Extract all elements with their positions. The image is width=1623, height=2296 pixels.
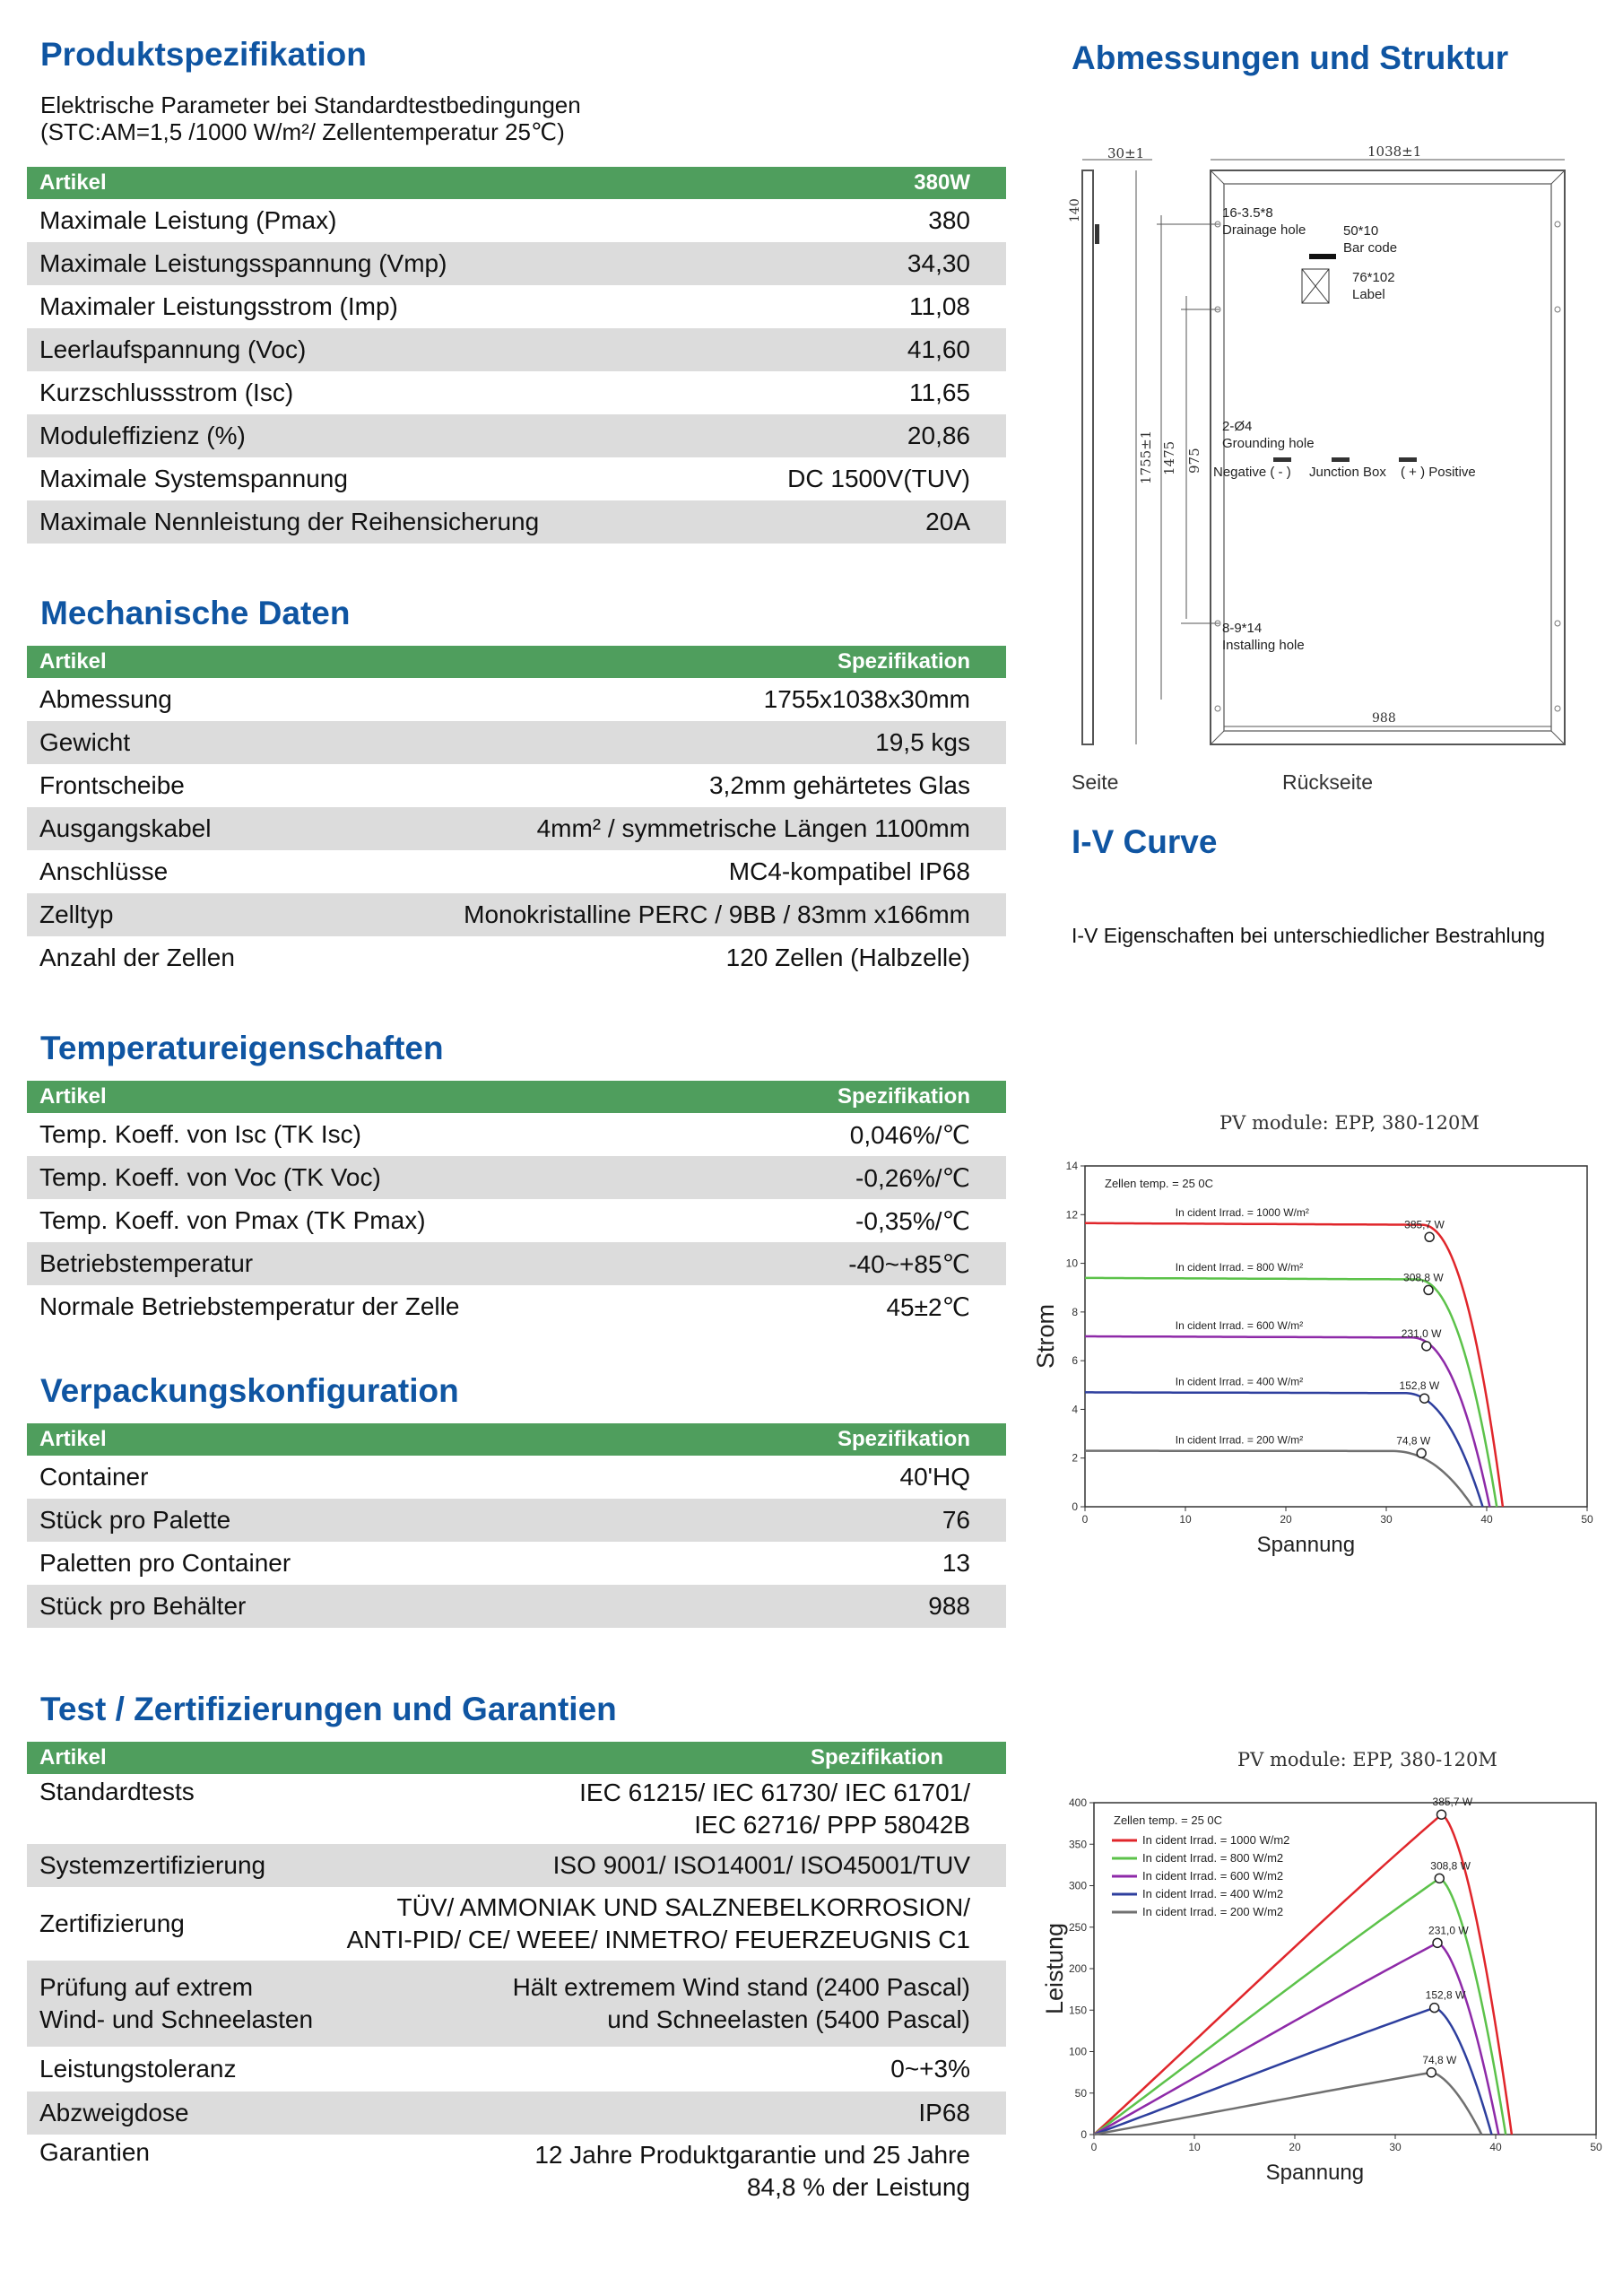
junction-box — [1332, 457, 1350, 462]
row-value: 19,5 kgs — [306, 721, 1006, 764]
row-label: Maximale Leistungsspannung (Vmp) — [27, 242, 707, 285]
x-tick-label: 0 — [1081, 1513, 1089, 1526]
mpp-point — [1430, 2004, 1439, 2013]
back-view-frame — [1211, 170, 1565, 744]
row-value: 4mm² / symmetrische Längen 1100mm — [306, 807, 1006, 850]
table-row — [27, 2092, 1006, 2135]
mpp-label: 152,8 W — [1425, 1988, 1466, 2002]
grounding-size: 2-Ø4 — [1222, 419, 1253, 434]
row-value-line: ISO 9001/ ISO14001/ ISO45001/TUV — [552, 1851, 970, 1879]
row-value: 3,2mm gehärtetes Glas — [708, 771, 970, 799]
dim-height: 1755±1 — [1138, 430, 1154, 484]
series-label: In cident Irrad. = 200 W/m² — [1175, 1433, 1304, 1447]
table-row — [27, 1961, 1006, 2047]
x-tick-label: 20 — [1289, 2141, 1301, 2153]
table-header — [27, 646, 1006, 678]
x-tick-label: 20 — [1280, 1513, 1292, 1526]
table-row — [27, 457, 1006, 500]
row-value: 988 — [619, 1585, 1006, 1628]
mpp-point — [1425, 1232, 1434, 1241]
table-row — [27, 1542, 1006, 1585]
produkt-subtitle — [40, 91, 581, 145]
y-tick-label: 10 — [1065, 1257, 1078, 1270]
row-label: Paletten pro Container — [39, 1549, 291, 1577]
y-axis-label: Strom — [1032, 1303, 1059, 1370]
row-label-line: Abzweigdose — [39, 2099, 189, 2126]
row-label — [27, 1774, 328, 1844]
dimension-drawing — [1068, 135, 1583, 798]
row-value — [328, 1887, 1006, 1961]
barcode-mark — [1309, 254, 1336, 259]
legend-entry: In cident Irrad. = 800 W/m2 — [1142, 1851, 1284, 1865]
y-tick-label: 0 — [1072, 1500, 1078, 1513]
row-value: 380 — [928, 206, 970, 234]
x-tick-label: 10 — [1188, 2141, 1201, 2153]
row-label: Leerlaufspannung (Voc) — [27, 328, 707, 371]
row-value — [328, 2047, 1006, 2092]
table-row — [27, 199, 1006, 242]
y-tick-label: 14 — [1065, 1160, 1078, 1172]
table-row — [27, 1242, 1006, 1285]
row-value — [328, 1774, 1006, 1844]
row-label — [27, 2135, 328, 2208]
table-row — [27, 328, 1006, 371]
label-size: 76*102 — [1352, 270, 1395, 285]
table-row — [27, 500, 1006, 544]
row-label: Normale Betriebstemperatur der Zelle — [39, 1292, 460, 1320]
row-value: 11,65 — [909, 378, 970, 406]
legend-entry: In cident Irrad. = 1000 W/m2 — [1142, 1833, 1290, 1847]
row-label: Ausgangskabel — [27, 807, 306, 850]
row-value: 20,86 — [707, 414, 1006, 457]
row-label: Temp. Koeff. von Pmax (TK Pmax) — [39, 1206, 426, 1234]
junction-text: Junction Box — [1309, 465, 1386, 480]
row-label — [27, 1887, 328, 1961]
mpp-point — [1437, 1810, 1446, 1819]
header-cell: Spezifikation — [306, 646, 1006, 678]
mpp-point — [1417, 1448, 1426, 1457]
table-header — [27, 1742, 1006, 1774]
top-corner-r — [1551, 170, 1565, 184]
temperatur-table — [27, 1081, 1006, 1328]
table-row — [27, 1844, 1006, 1887]
row-label: Temp. Koeff. von Voc (TK Voc) — [27, 1156, 723, 1199]
y-tick-label: 6 — [1072, 1354, 1078, 1368]
row-value-line: Hält extremem Wind stand (2400 Pascal) — [512, 1973, 970, 2001]
row-value: 45±2℃ — [886, 1292, 970, 1321]
y-tick-label: 400 — [1068, 1796, 1087, 1809]
row-label: Kurzschlussstrom (Isc) — [39, 378, 294, 406]
table-row — [27, 1585, 1006, 1628]
row-value: 20A — [707, 500, 1006, 544]
row-value: Monokristalline PERC / 9BB / 83mm x166mm — [306, 893, 1006, 936]
row-value: -0,26%/℃ — [723, 1156, 1006, 1199]
series-label: In cident Irrad. = 400 W/m² — [1175, 1375, 1304, 1388]
dim-side: 30±1 — [1107, 145, 1145, 161]
grounding-text: Grounding hole — [1222, 436, 1315, 451]
bot-corner-l — [1211, 731, 1224, 744]
x-tick-label: 30 — [1389, 2141, 1402, 2153]
row-value-line: IP68 — [918, 2099, 970, 2126]
row-label: Maximale Leistung (Pmax) — [39, 206, 337, 234]
y-tick-label: 350 — [1068, 1838, 1087, 1851]
row-label-line: Garantien — [39, 2138, 150, 2166]
mpp-label: 231,0 W — [1401, 1326, 1442, 1340]
row-value: 34,30 — [707, 242, 1006, 285]
header-cell: Spezifikation — [619, 1423, 1006, 1456]
row-label: Betriebstemperatur — [27, 1242, 723, 1285]
verpackung-title: Verpackungskonfiguration — [40, 1372, 459, 1409]
x-tick-label: 30 — [1380, 1513, 1393, 1526]
legend-entry: In cident Irrad. = 200 W/m2 — [1142, 1905, 1284, 1918]
header-cell: Artikel — [27, 167, 707, 199]
negative-conn — [1273, 457, 1291, 462]
top-corner-l — [1211, 170, 1224, 184]
positive-text: ( + ) Positive — [1401, 465, 1476, 480]
row-label: Maximale Systemspannung — [39, 465, 348, 492]
table-row — [27, 721, 1006, 764]
row-value: 13 — [942, 1549, 970, 1577]
header-cell: Spezifikation — [723, 1081, 1006, 1113]
side-view-frame — [1082, 170, 1093, 744]
header-cell: 380W — [707, 167, 1006, 199]
table-row — [27, 1199, 1006, 1242]
table-header — [27, 1081, 1006, 1113]
chart-annotation: Zellen temp. = 25 0C — [1105, 1177, 1214, 1190]
header-cell: Artikel — [27, 646, 306, 678]
mpp-point — [1435, 1874, 1444, 1883]
mpp-point — [1422, 1342, 1431, 1351]
row-label-line: Wind- und Schneelasten — [39, 2005, 314, 2033]
row-label: Stück pro Behälter — [27, 1585, 619, 1628]
y-tick-label: 8 — [1072, 1305, 1078, 1318]
mpp-point — [1433, 1938, 1442, 1947]
table-row — [27, 807, 1006, 850]
table-row — [27, 285, 1006, 328]
x-tick-label: 40 — [1480, 1513, 1493, 1526]
y-tick-label: 0 — [1081, 2128, 1087, 2141]
table-row — [27, 1156, 1006, 1199]
row-label: Gewicht — [27, 721, 306, 764]
table-row — [27, 850, 1006, 893]
header-cell: Artikel — [27, 1081, 723, 1113]
table-row — [27, 893, 1006, 936]
hole — [1215, 706, 1220, 711]
y-axis-label: Leistung — [1041, 1922, 1068, 2015]
row-value — [328, 2135, 1006, 2208]
row-value: 120 Zellen (Halbzelle) — [725, 944, 970, 971]
x-axis-label: Spannung — [1265, 2161, 1365, 2185]
produkt-subtitle-line2: (STC:AM=1,5 /1000 W/m²/ Zellentemperatur 25℃) — [40, 118, 565, 145]
x-tick-label: 10 — [1179, 1513, 1192, 1526]
row-label-line: Zertifizierung — [39, 1909, 185, 1937]
row-value: -40~+85℃ — [723, 1242, 1006, 1285]
mpp-label: 385,7 W — [1404, 1218, 1445, 1231]
label-text: Label — [1352, 287, 1385, 302]
negative-text: Negative ( - ) — [1213, 465, 1291, 480]
row-label: Abmessung — [39, 685, 172, 713]
mpp-label: 152,8 W — [1399, 1379, 1440, 1393]
table-row — [27, 1774, 1006, 1844]
row-value: 1755x1038x30mm — [763, 685, 970, 713]
dim-988: 988 — [1372, 711, 1396, 726]
barcode-size: 50*10 — [1343, 223, 1379, 239]
y-tick-label: 12 — [1065, 1208, 1078, 1222]
table-row — [27, 1887, 1006, 1961]
legend-entry: In cident Irrad. = 400 W/m2 — [1142, 1887, 1284, 1900]
mechanisch-title: Mechanische Daten — [40, 595, 351, 631]
chart1-title: PV module: EPP, 380-120M — [1219, 1112, 1480, 1134]
temperatur-title: Temperatureigenschaften — [40, 1030, 444, 1066]
y-tick-label: 100 — [1068, 2045, 1087, 2058]
dim-width: 1038±1 — [1367, 144, 1422, 160]
row-value: 40'HQ — [899, 1463, 970, 1491]
x-tick-label: 0 — [1090, 2141, 1098, 2153]
dim-975: 975 — [1186, 448, 1202, 474]
row-label: Moduleffizienz (%) — [27, 414, 707, 457]
hole — [1555, 307, 1560, 312]
mpp-label: 385,7 W — [1432, 1796, 1473, 1809]
header-cell: Artikel — [27, 1423, 619, 1456]
iv-subtitle: I-V Eigenschaften bei unterschiedlicher Bestrahlung — [1072, 924, 1546, 947]
mpp-label: 74,8 W — [1396, 1434, 1431, 1448]
row-label: Stück pro Palette — [27, 1499, 619, 1542]
pv-chart — [1041, 1789, 1605, 2215]
row-label: Maximale Nennleistung der Reihensicherung — [27, 500, 707, 544]
test-title: Test / Zertifizierungen und Garantien — [40, 1691, 617, 1727]
row-value: -0,35%/℃ — [855, 1206, 970, 1235]
hole — [1555, 222, 1560, 227]
row-value: MC4-kompatibel IP68 — [728, 857, 970, 885]
drainage-size: 16-3.5*8 — [1222, 205, 1273, 221]
barcode-text: Bar code — [1343, 240, 1398, 256]
row-value: DC 1500V(TUV) — [787, 465, 970, 492]
table-row — [27, 414, 1006, 457]
y-tick-label: 2 — [1072, 1451, 1078, 1465]
row-label — [27, 2092, 328, 2135]
row-label-line: Leistungstoleranz — [39, 2055, 237, 2083]
row-label — [27, 2047, 328, 2092]
y-tick-label: 200 — [1068, 1962, 1087, 1975]
abmessungen-title: Abmessungen und Struktur — [1072, 39, 1509, 76]
row-value: 11,08 — [909, 292, 970, 320]
mpp-point — [1420, 1394, 1429, 1403]
table-header — [27, 167, 1006, 199]
row-value-line: 84,8 % der Leistung — [746, 2173, 970, 2201]
mechanisch-table — [27, 646, 1006, 979]
row-label — [27, 1961, 328, 2047]
row-label: Zelltyp — [27, 893, 306, 936]
row-value — [328, 2092, 1006, 2135]
row-value — [328, 1844, 1006, 1887]
table-row — [27, 1113, 1006, 1156]
chart2-title: PV module: EPP, 380-120M — [1237, 1749, 1497, 1770]
header-cell: Artikel — [27, 1742, 328, 1774]
table-row — [27, 2135, 1006, 2208]
table-row — [27, 1499, 1006, 1542]
legend-entry: In cident Irrad. = 600 W/m2 — [1142, 1869, 1284, 1883]
row-value-line: 12 Jahre Produktgarantie und 25 Jahre — [534, 2141, 970, 2169]
test-table — [27, 1742, 1006, 2208]
y-tick-label: 50 — [1074, 2086, 1087, 2100]
x-axis-label: Spannung — [1256, 1533, 1356, 1557]
hole — [1555, 706, 1560, 711]
rueckseite-label: Rückseite — [1282, 770, 1373, 794]
header-cell: Spezifikation — [328, 1742, 1006, 1774]
table-header — [27, 1423, 1006, 1456]
y-tick-label: 150 — [1068, 2004, 1087, 2017]
y-tick-label: 250 — [1068, 1920, 1087, 1934]
series-label: In cident Irrad. = 600 W/m² — [1175, 1319, 1304, 1332]
seite-label: Seite — [1072, 770, 1119, 794]
row-value — [328, 1961, 1006, 2047]
iv-title: I-V Curve — [1072, 823, 1218, 860]
table-row — [27, 678, 1006, 721]
row-value-line: TÜV/ AMMONIAK UND SALZNEBELKORROSION/ — [396, 1893, 970, 1921]
row-label — [27, 1844, 328, 1887]
row-label: Container — [39, 1463, 149, 1491]
side-bracket — [1095, 224, 1099, 244]
drainage-text: Drainage hole — [1222, 222, 1306, 238]
y-tick-label: 300 — [1068, 1879, 1087, 1892]
dim-1475: 1475 — [1161, 440, 1177, 475]
table-row — [27, 1456, 1006, 1499]
dim-140: 140 — [1068, 198, 1082, 222]
row-value-line: ANTI-PID/ CE/ WEEE/ INMETRO/ FEUERZEUGNIS C1 — [346, 1926, 970, 1953]
row-label: Temp. Koeff. von Isc (TK Isc) — [39, 1120, 361, 1148]
produkt-subtitle-line1: Elektrische Parameter bei Standardtestbedingungen — [40, 91, 581, 118]
row-label-line: Systemzertifizierung — [39, 1851, 266, 1879]
row-label: Maximaler Leistungsstrom (Imp) — [39, 292, 398, 320]
table-row — [27, 936, 1006, 979]
mpp-label: 308,8 W — [1403, 1271, 1444, 1284]
produkt-title: Produktspezifikation — [40, 36, 367, 73]
produkt-table — [27, 167, 1006, 544]
series-label: In cident Irrad. = 1000 W/m² — [1175, 1205, 1309, 1219]
row-value: 41,60 — [707, 328, 1006, 371]
x-tick-label: 50 — [1590, 2141, 1602, 2153]
table-row — [27, 1285, 1006, 1328]
series-label: In cident Irrad. = 800 W/m² — [1175, 1260, 1304, 1274]
table-row — [27, 242, 1006, 285]
row-value-line: IEC 61215/ IEC 61730/ IEC 61701/ — [579, 1779, 970, 1806]
mpp-label: 74,8 W — [1422, 2053, 1457, 2066]
hole — [1555, 621, 1560, 626]
bot-corner-r — [1551, 731, 1565, 744]
positive-conn — [1399, 457, 1417, 462]
table-row — [27, 2047, 1006, 2092]
row-value-line: und Schneelasten (5400 Pascal) — [607, 2005, 970, 2033]
x-tick-label: 40 — [1489, 2141, 1502, 2153]
y-tick-label: 4 — [1072, 1403, 1078, 1416]
row-value-line: 0~+3% — [890, 2055, 970, 2083]
mpp-point — [1424, 1285, 1433, 1294]
row-label-line: Prüfung auf extrem — [39, 1973, 254, 2001]
table-row — [27, 764, 1006, 807]
mpp-point — [1427, 2068, 1436, 2077]
chart-annotation: Zellen temp. = 25 0C — [1114, 1813, 1223, 1827]
row-value: 0,046%/℃ — [849, 1120, 970, 1149]
row-value: 76 — [619, 1499, 1006, 1542]
row-label: Frontscheibe — [39, 771, 185, 799]
iv-chart — [1032, 1152, 1605, 1565]
x-tick-label: 50 — [1581, 1513, 1593, 1526]
installing-size: 8-9*14 — [1222, 621, 1263, 636]
verpackung-table — [27, 1423, 1006, 1628]
row-label: Anschlüsse — [39, 857, 169, 885]
table-row — [27, 371, 1006, 414]
mpp-label: 308,8 W — [1430, 1859, 1471, 1873]
row-label-line: Standardtests — [39, 1778, 195, 1805]
mpp-label: 231,0 W — [1428, 1924, 1469, 1937]
installing-text: Installing hole — [1222, 638, 1305, 653]
row-value-line: IEC 62716/ PPP 58042B — [694, 1811, 970, 1839]
row-label: Anzahl der Zellen — [39, 944, 235, 971]
